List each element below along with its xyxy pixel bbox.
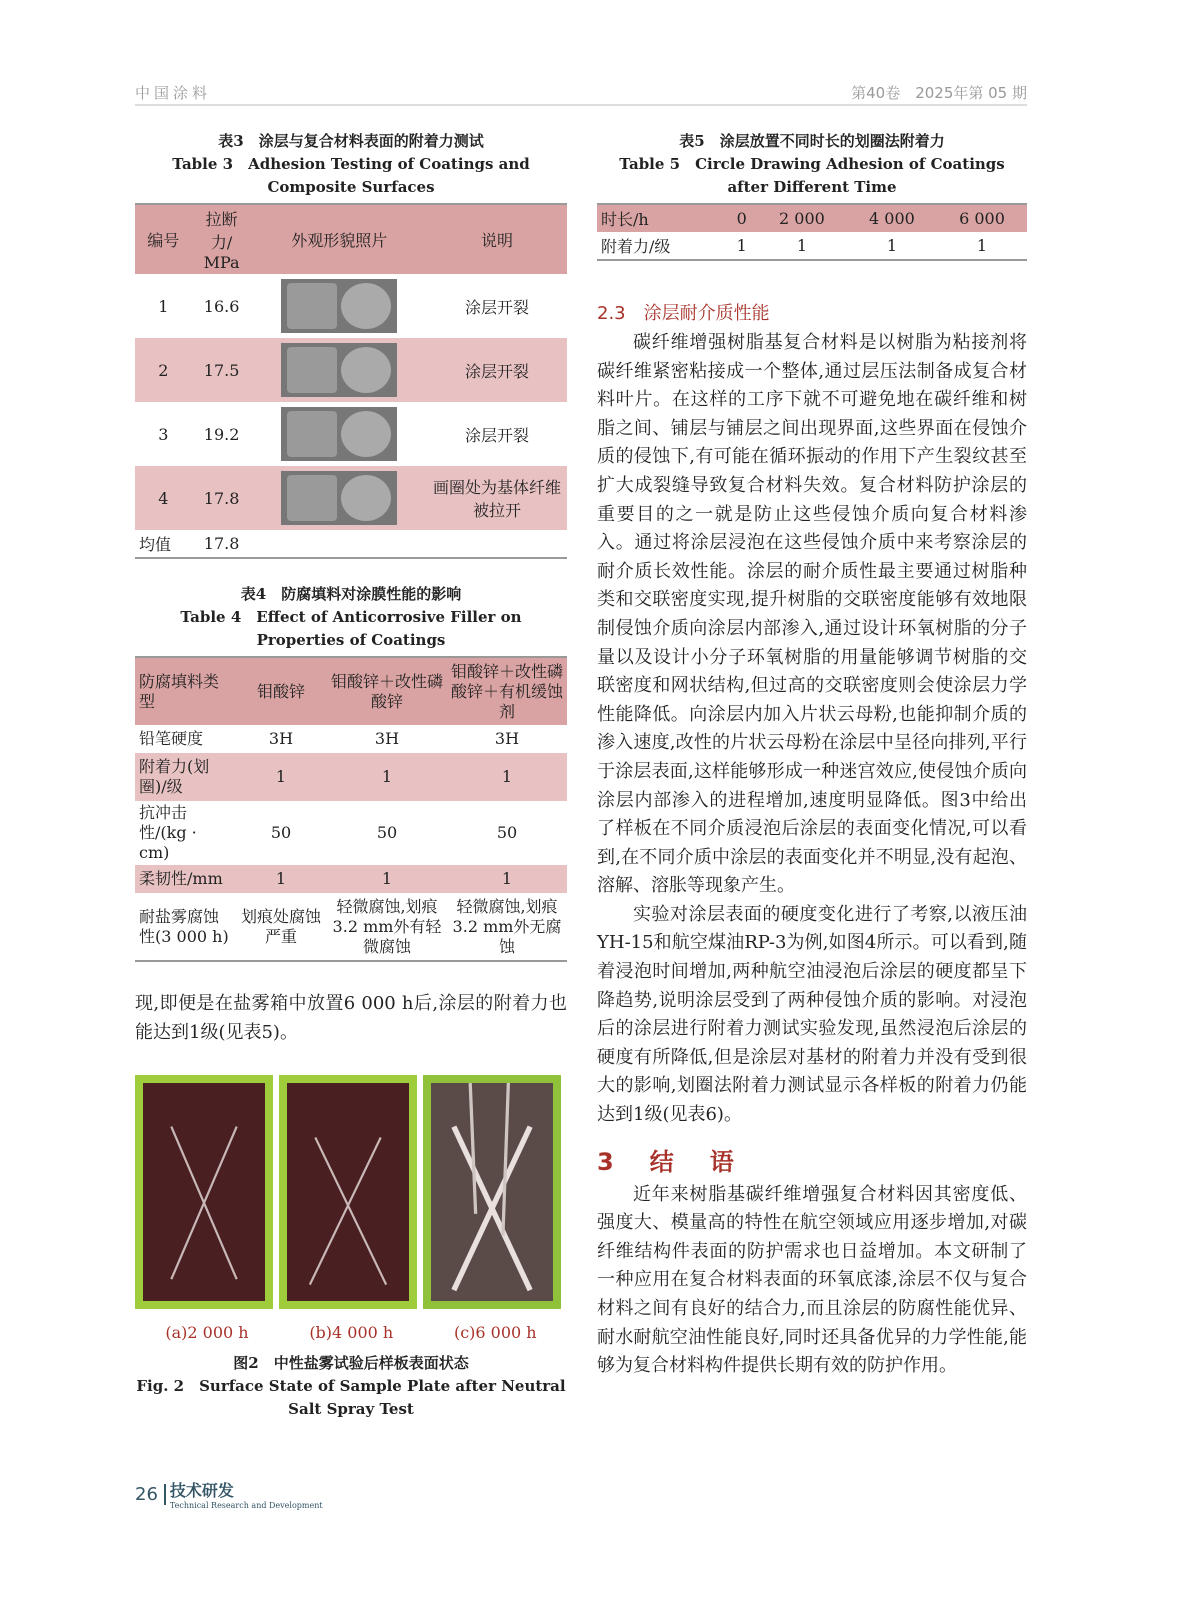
subcaption: (c)6 000 h: [453, 1323, 537, 1343]
table4-title-en: Table 4 Effect of Anticorrosive Filler on Properties of Coatings: [180, 608, 522, 649]
th: 说明: [480, 231, 513, 250]
sample-photo: [281, 407, 397, 461]
cell: 均值: [139, 535, 172, 554]
th: 钼酸锌＋改性磷酸锌: [331, 671, 444, 711]
right-column: [597, 130, 1027, 1381]
cell: 0: [736, 209, 747, 228]
table-row: [597, 232, 1027, 260]
section-heading: 3 结 语: [597, 1147, 740, 1176]
cell: 1: [158, 296, 169, 316]
paragraph: 碳纤维增强树脂基复合材料是以树脂为粘接剂将碳纤维紧密粘接成一个整体,通过层压法制备成复合材料叶片。在这样的工序下就不可避免地在碳纤维和树脂之间、铺层与铺层之间出现界面,这些界面在侵蚀介质的侵蚀下,有可能在循环振动的作用下产生裂纹甚至扩大成裂缝导致复合材料失效。复合材料防护涂层的重要目的之一就是防止这些侵蚀介质向复合材料渗入。通过将涂层浸泡在这些侵蚀介质中来考察涂层的耐介质长效性能。涂层的耐介质性最主要通过树脂种类和交联密度实现,提升树脂的交联密度能够有效地限制侵蚀介质向涂层内部渗入,通过设计环氧树脂的分子量以及设计小分子环氧树脂的用量能够调节树脂的交联密度和网状结构,但过高的交联密度则会使涂层力学性能降低。向涂层内加入片状云母粉,也能抑制介质的渗入速度,改性的片状云母粉在涂层中呈径向排列,平行于涂层表面,这样能够形成一种迷宫效应,使侵蚀介质向涂层内部渗入的进程增加,速度明显降低。图3中给出了样板在不同介质浸泡后涂层的表面变化情况,可以看到,在不同介质中涂层的表面变化并不明显,没有起泡、溶解、溶胀等现象产生。: [597, 332, 1027, 897]
sample-plate-image: [135, 1075, 273, 1309]
footer-section-en: Technical Research and Development: [169, 1501, 323, 1510]
page-number: 26: [135, 1484, 166, 1505]
cell: 1: [501, 869, 513, 888]
th: 拉断力/ MPa: [203, 210, 240, 272]
cell: 耐盐雾腐蚀性(3 000 h): [139, 906, 229, 946]
table-row: [135, 865, 567, 893]
cell: 1: [275, 869, 287, 888]
cell: 1: [796, 236, 807, 255]
sample-plate-image: [423, 1075, 561, 1309]
cell: 1: [736, 236, 747, 255]
th: 钼酸锌: [256, 681, 305, 701]
left-column: [135, 130, 567, 1421]
figure2-subcaptions: [135, 1323, 567, 1342]
cell: 抗冲击性/(kg · cm): [139, 803, 197, 862]
table-row: [135, 801, 567, 865]
table3-title-cn: 表3 涂层与复合材料表面的附着力测试: [218, 132, 484, 150]
cell: 17.8: [203, 534, 240, 553]
cell: 50: [376, 823, 398, 842]
cell: 轻微腐蚀,划痕3.2 mm外无腐蚀: [452, 896, 562, 956]
table-row: [135, 274, 567, 338]
cell: 1: [886, 236, 898, 255]
cell: 时长/h: [601, 210, 649, 229]
cell: 2 000: [779, 209, 825, 228]
figure2-images: [135, 1075, 567, 1309]
table5: [597, 203, 1027, 261]
cell: 3H: [374, 729, 400, 748]
issue-info: 第40卷 2025年第 05 期: [851, 84, 1027, 102]
table5-title-cn: 表5 涂层放置不同时长的划圈法附着力: [679, 132, 945, 150]
cell: 附着力(划圈)/级: [139, 757, 210, 796]
table3: [135, 203, 567, 559]
cell: 轻微腐蚀,划痕3.2 mm外有轻微腐蚀: [332, 896, 442, 956]
sample-photo: [281, 279, 397, 333]
cell: 1: [381, 767, 393, 786]
cell: 1: [501, 767, 513, 786]
table-row: [135, 893, 567, 961]
cell: 50: [270, 823, 292, 842]
table-row: [135, 725, 567, 753]
th: 编号: [147, 231, 180, 250]
sample-photo: [281, 471, 397, 525]
cell: 涂层开裂: [464, 361, 529, 381]
cell: 4: [158, 488, 169, 508]
th: 防腐填料类型: [139, 671, 220, 711]
cell: 1: [275, 767, 287, 786]
running-header: [135, 82, 1027, 106]
cell: 50: [496, 823, 518, 842]
journal-name: 中国涂料: [135, 84, 212, 102]
subcaption: (a)2 000 h: [165, 1323, 249, 1343]
table4: [135, 656, 567, 962]
paragraph: 现,即便是在盐雾箱中放置6 000 h后,涂层的附着力也能达到1级(见表5)。: [135, 993, 567, 1043]
footer: [135, 1478, 323, 1510]
cell: 附着力/级: [601, 237, 671, 256]
cell: 涂层开裂: [464, 425, 529, 445]
cell: 6 000: [959, 209, 1005, 228]
cell: 1: [976, 236, 988, 255]
table-row: [135, 338, 567, 402]
figure2-title-en: Fig. 2 Surface State of Sample Plate after Neutral Salt Spray Test: [136, 1377, 566, 1419]
subcaption: (b)4 000 h: [309, 1323, 394, 1343]
cell: 1: [381, 869, 393, 888]
figure2-title-cn: 图2 中性盐雾试验后样板表面状态: [233, 1354, 469, 1373]
table3-title-en: Table 3 Adhesion Testing of Coatings and Composite Surfaces: [172, 155, 530, 196]
cell: 4 000: [869, 209, 915, 228]
cell: 铅笔硬度: [139, 729, 204, 748]
cell: 涂层开裂: [464, 297, 529, 317]
cell: 17.5: [203, 360, 240, 380]
paragraph: 近年来树脂基碳纤维增强复合材料因其密度低、强度大、模量高的特性在航空领域应用逐步增加,对碳纤维结构件表面的防护需求也日益增加。本文研制了一种应用在复合材料表面的环氧底漆,涂层不仅与复合材料之间有良好的结合力,而且涂层的防腐性能优异、耐水耐航空油性能良好,同时还具备优异的力学性能,能够为复合材料构件提供长期有效的防护作用。: [597, 1183, 1027, 1377]
cell: 3H: [494, 729, 520, 748]
cell: 3H: [268, 729, 294, 748]
section-heading: 2.3 涂层耐介质性能: [597, 303, 770, 324]
table5-title-en: Table 5 Circle Drawing Adhesion of Coatings after Different Time: [619, 155, 1005, 196]
table-row: [135, 530, 567, 558]
cell: 画圈处为基体纤维被拉开: [432, 478, 561, 520]
cell: 2: [158, 360, 169, 380]
cell: 16.6: [203, 296, 240, 316]
table-row: [135, 753, 567, 801]
cell: 3: [158, 424, 169, 444]
sample-photo: [281, 343, 397, 397]
footer-section-cn: 技术研发: [169, 1481, 234, 1500]
cell: 柔韧性/mm: [139, 869, 223, 888]
paragraph: 实验对涂层表面的硬度变化进行了考察,以液压油YH-15和航空煤油RP-3为例,如图4所示。可以看到,随着浸泡时间增加,两种航空油浸泡后涂层的硬度都呈下降趋势,说明涂层受到了两种侵蚀介质的影响。对浸泡后的涂层进行附着力测试实验发现,虽然浸泡后涂层的硬度有所降低,但是涂层对基材的附着力并没有受到很大的影响,划圈法附着力测试显示各样板的附着力仍能达到1级(见表6)。: [597, 903, 1027, 1126]
cell: 17.8: [203, 488, 240, 508]
th: 外观形貌照片: [291, 231, 388, 250]
cell: 19.2: [203, 424, 240, 444]
table4-title-cn: 表4 防腐填料对涂膜性能的影响: [240, 585, 462, 603]
table-row: [135, 402, 567, 466]
table-row: [135, 466, 567, 530]
cell: 划痕处腐蚀严重: [240, 906, 321, 946]
th: 钼酸锌＋改性磷酸锌＋有机缓蚀剂: [451, 661, 564, 721]
sample-plate-image: [279, 1075, 417, 1309]
